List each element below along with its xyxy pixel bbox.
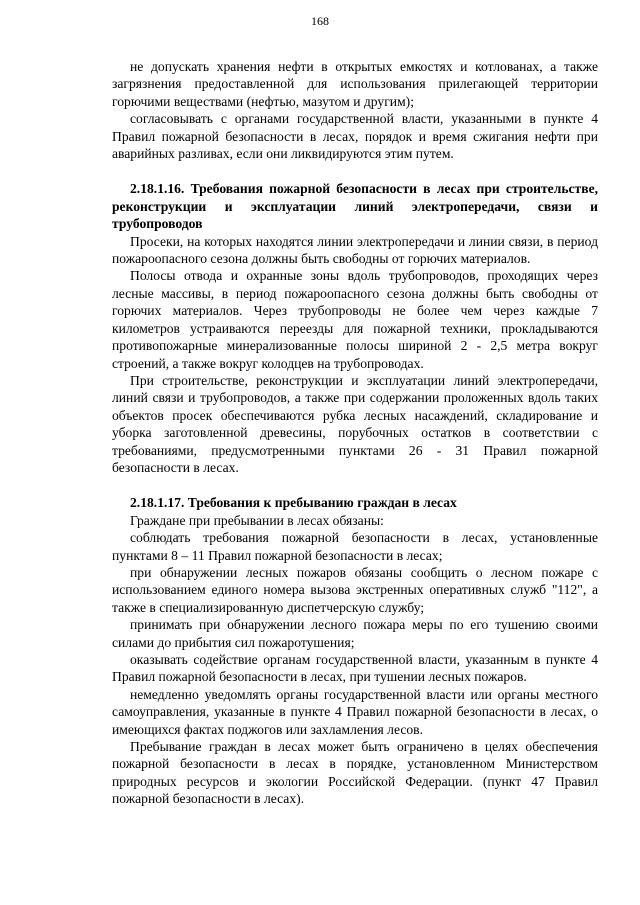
paragraph-stay-restriction: Пребывание граждан в лесах может быть ограничено в целях обеспечения пожарной безопасности в лесах в порядке, установленном Министерством природных ресурсов и экологии Российской Федерации. (пункт 47 Правил пожарной безопасности в лесах). [112, 739, 598, 807]
paragraph-no-oil-storage: не допускать хранения нефти в открытых емкостях и котлованах, а также загрязнения предоставленной для использования прилегающей территории горючими веществами (нефтью, мазутом и другим); [112, 59, 598, 109]
paragraph-extinguish-fire: принимать при обнаружении лесного пожара меры по его тушению своими силами до прибытия сил пожаротушения; [112, 617, 598, 650]
section-spacer [112, 162, 598, 180]
paragraph-pipeline-zones: Полосы отвода и охранные зоны вдоль трубопроводов, проходящих через лесные массивы, в период пожароопасного сезона должны быть свободны от горючих материалов. Через трубопроводы не более чем через каждые 7 километров устраиваются переезды для пожарной техники, прокладываются противопожарные минерализованные полосы шириной 2 - 2,5 метра вокруг строений, а также вокруг колодцев на трубопроводах. [112, 268, 598, 371]
section-heading-power-lines: 2.18.1.16. Требования пожарной безопасности в лесах при строительстве, реконструкции и эксплуатации линий электропередачи, связи и трубопроводов [112, 181, 598, 232]
paragraph-assist-authorities: оказывать содействие органам государственной власти, указанным в пункте 4 Правил пожарной безопасности в лесах, при тушении лесных пожаров. [112, 652, 598, 685]
section-heading-citizens: 2.18.1.17. Требования к пребыванию граждан в лесах [130, 495, 457, 511]
section-spacer [112, 476, 598, 494]
paragraph-report-fire: при обнаружении лесных пожаров обязаны сообщить о лесном пожаре с использованием единого номера вызова экстренных оперативных служб "112", а также в специализированную диспетчерскую службу; [112, 564, 598, 615]
paragraph-clearings: Просеки, на которых находятся линии электропередачи и линии связи, в период пожароопасного сезона должны быть свободны от горючих материалов. [112, 233, 598, 267]
page-number: 168 [311, 14, 329, 28]
paragraph-citizens-obliged: Граждане при пребывании в лесах обязаны: [130, 512, 384, 528]
page-body [112, 58, 598, 808]
paragraph-notify-authorities: немедленно уведомлять органы государственной власти или органы местного самоуправления, указанные в пункте 4 Правил пожарной безопасности в лесах, о имеющихся фактах поджогов или захламления лесов. [112, 686, 598, 737]
paragraph-construction-requirements: При строительстве, реконструкции и эксплуатации линий электропередачи, линий связи и трубопроводов, а также при содержании проложенных вдоль таких объектов просек обеспечиваются рубка лесных насаждений, складирование и уборка заготовленной древесины, порубочных остатков в соответствии с требованиями, предусмотренными пунктами 26 - 31 Правил пожарной безопасности в лесах. [112, 372, 598, 475]
paragraph-observe-requirements: соблюдать требования пожарной безопасности в лесах, установленные пунктами 8 – 11 Правил пожарной безопасности в лесах; [112, 530, 598, 563]
paragraph-coordinate-burning: согласовывать с органами государственной власти, указанными в пункте 4 Правил пожарной безопасности в лесах, порядок и время сжигания нефти при аварийных разливах, если они ликвидируются этим путем. [112, 111, 598, 162]
